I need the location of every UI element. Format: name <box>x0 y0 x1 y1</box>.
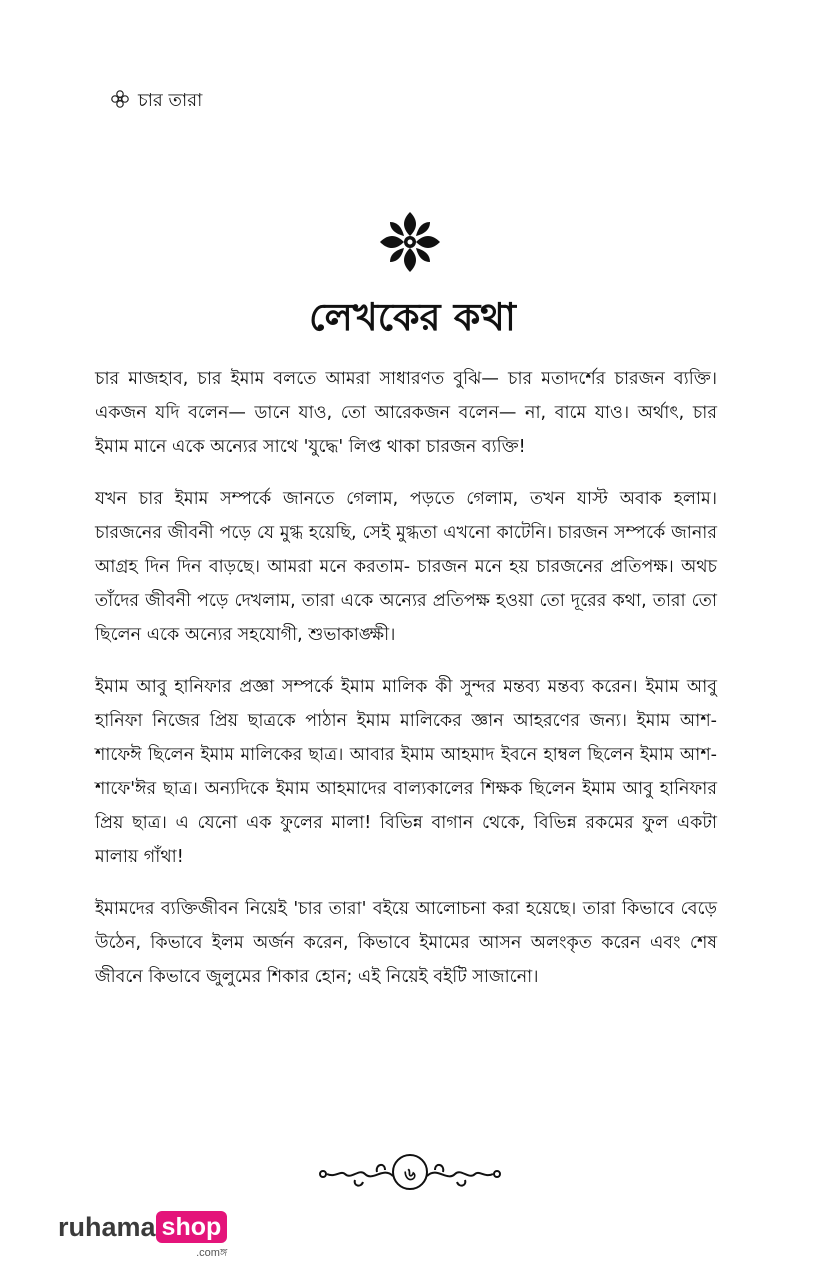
paragraph: ইমামদের ব্যক্তিজীবন নিয়েই 'চার তারা' বইয়ে আলোচনা করা হয়েছে। তারা কিভাবে বেড়ে উঠেন, কিভাবে ইলম অর্জন করেন, কিভাবে ইমামের আসন অলংকৃত করেন এবং শেষ জীবনে কিভাবে জুলুমের শিকার হোন; এই নিয়েই বইটি সাজানো। <box>95 899 717 987</box>
flower-icon <box>110 89 130 114</box>
running-header <box>110 86 202 117</box>
book-title: চার তারা <box>138 90 203 111</box>
paragraph: ইমাম আবু হানিফার প্রজ্ঞা সম্পর্কে ইমাম মালিক কী সুন্দর মন্তব্য মন্তব্য করেন। ইমাম আবু হানিফা নিজের প্রিয় ছাত্রকে পাঠান ইমাম মালিকের জ্ঞান আহরণের জন্য। ইমাম আশ-শাফেঈ ছিলেন ইমাম মালিকের ছাত্র। আবার ইমাম আহমাদ ইবনে হাম্বল ছিলেন ইমাম আশ-শাফে'ঈর ছাত্র। অন্যদিকে ইমাম আহমাদের বাল্যকালের শিক্ষক ছিলেন ইমাম আবু হানিফার প্রিয় ছাত্র। এ যেনো এক ফুলের মালা! বিভিন্ন বাগান থেকে, বিভিন্ন রকমের ফুল একটা মালায় গাঁথা! <box>95 677 717 867</box>
brand-watermark <box>58 1210 227 1263</box>
page-title: লেখকের কথা <box>309 294 516 339</box>
paragraph: যখন চার ইমাম সম্পর্কে জানতে গেলাম, পড়তে গেলাম, তখন যাস্ট অবাক হলাম। চারজনের জীবনী পড়ে যে মুগ্ধ হয়েছি, সেই মুগ্ধতা এখনো কাটেনি। চারজন সম্পর্কে জানার আগ্রহ দিন দিন বাড়ছে। আমরা মনে করতাম- চারজন মনে হয় চারজনের প্রতিপক্ষ। অথচ তাঁদের জীবনী পড়ে দেখলাম, তারা একে অন্যের প্রতিপক্ষ হওয়া তো দূরের কথা, তারা তো ছিলেন একে অন্যের সহযোগী, শুভাকাঙ্ক্ষী। <box>95 489 717 645</box>
brand-shop-group <box>156 1210 228 1263</box>
paragraph: চার মাজহাব, চার ইমাম বলতে আমরা সাধারণত বুঝি— চার মতাদর্শের চারজন ব্যক্তি। একজন যদি বলেন— ডানে যাও, তো আরেকজন বলেন— না, বামে যাও। অর্থাৎ, চার ইমাম মানে একে অন্যের সাথে 'যুদ্ধে' লিপ্ত থাকা চারজন ব্যক্তি! <box>95 369 717 457</box>
page-number-ornament <box>315 1142 505 1208</box>
brand-shop-badge: shop <box>156 1211 228 1243</box>
brand-name: ruhama <box>58 1212 156 1242</box>
body-text <box>95 362 717 1012</box>
page-number: ৬ <box>404 1164 416 1185</box>
brand-domain: .comঙ্গ <box>196 1247 228 1259</box>
ornament-icon <box>378 210 442 274</box>
